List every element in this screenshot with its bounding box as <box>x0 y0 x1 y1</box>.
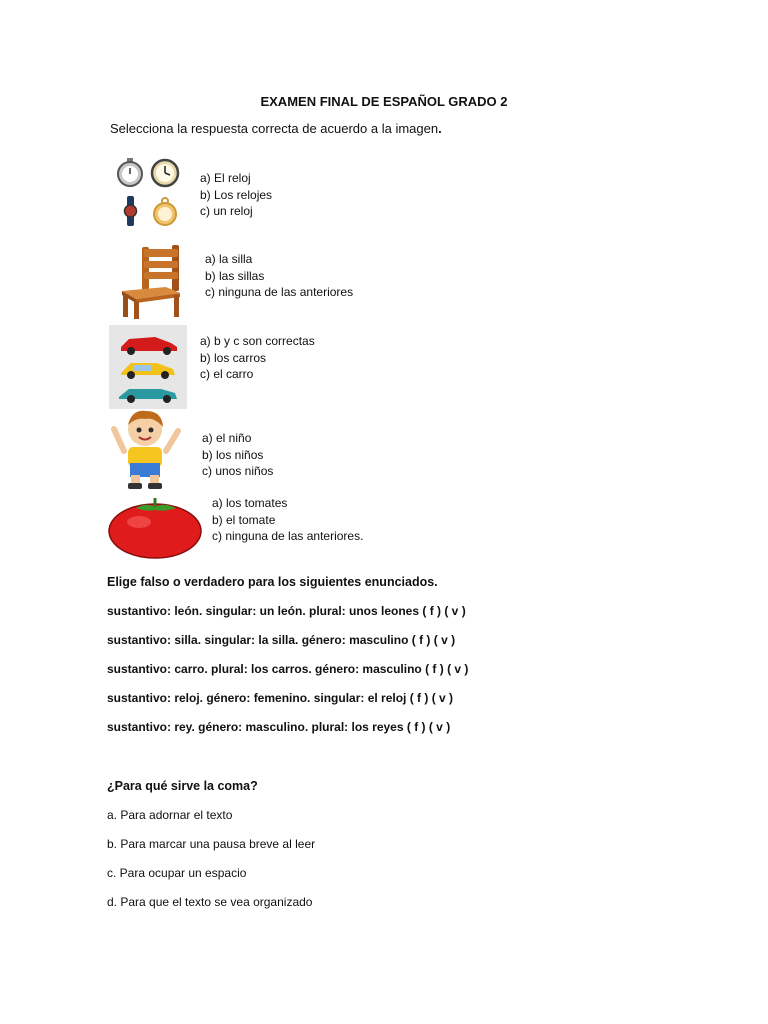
statement: sustantivo: carro. plural: los carros. género: masculino ( f ) ( v ) <box>107 662 469 676</box>
option[interactable]: b) las sillas <box>205 268 265 283</box>
option[interactable]: b) los carros <box>200 350 267 365</box>
option[interactable]: b) el tomate <box>212 512 276 527</box>
chair-image <box>114 243 186 321</box>
option[interactable]: a) El reloj <box>200 171 251 185</box>
clocks-image <box>115 156 185 232</box>
option[interactable]: c) unos niños <box>202 464 274 478</box>
statement: sustantivo: león. singular: un león. plural: unos leones ( f ) ( v ) <box>107 604 466 618</box>
instruction <box>110 121 442 136</box>
item-3-options <box>200 333 315 383</box>
option[interactable]: b) los niños <box>202 447 264 462</box>
statement: sustantivo: silla. singular: la silla. género: masculino ( f ) ( v ) <box>107 633 456 647</box>
answer[interactable]: b. Para marcar una pausa breve al leer <box>107 837 316 851</box>
tomato-image <box>106 494 204 560</box>
item-2-options <box>205 251 353 301</box>
comma-question: ¿Para qué sirve la coma? <box>107 779 258 793</box>
statement: sustantivo: rey. género: masculino. plural: los reyes ( f ) ( v ) <box>107 720 451 734</box>
option[interactable]: a) la silla <box>205 252 253 266</box>
option[interactable]: c) ninguna de las anteriores. <box>212 529 364 543</box>
answer[interactable]: a. Para adornar el texto <box>107 808 233 822</box>
option[interactable]: a) los tomates <box>212 496 288 510</box>
option[interactable]: a) b y c son correctas <box>200 334 315 348</box>
cars-image <box>109 325 187 409</box>
option[interactable]: c) ninguna de las anteriores <box>205 285 354 299</box>
option[interactable]: c) un reloj <box>200 204 253 218</box>
item-4-options <box>202 430 273 480</box>
instruction-text: Selecciona la respuesta correcta de acuerdo a la imagen <box>110 121 439 136</box>
option[interactable]: c) el carro <box>200 367 254 381</box>
exam-title: EXAMEN FINAL DE ESPAÑOL GRADO 2 <box>260 94 508 109</box>
item-1-options <box>200 170 272 220</box>
boy-image <box>110 405 182 489</box>
item-5-options <box>212 495 363 545</box>
tf-heading: Elige falso o verdadero para los siguientes enunciados. <box>107 575 438 589</box>
answer[interactable]: d. Para que el texto se vea organizado <box>107 895 313 909</box>
option[interactable]: a) el niño <box>202 431 252 445</box>
statement: sustantivo: reloj. género: femenino. singular: el reloj ( f ) ( v ) <box>107 691 454 705</box>
option[interactable]: b) Los relojes <box>200 187 273 202</box>
instruction-period: . <box>438 121 442 136</box>
answer[interactable]: c. Para ocupar un espacio <box>107 866 247 880</box>
